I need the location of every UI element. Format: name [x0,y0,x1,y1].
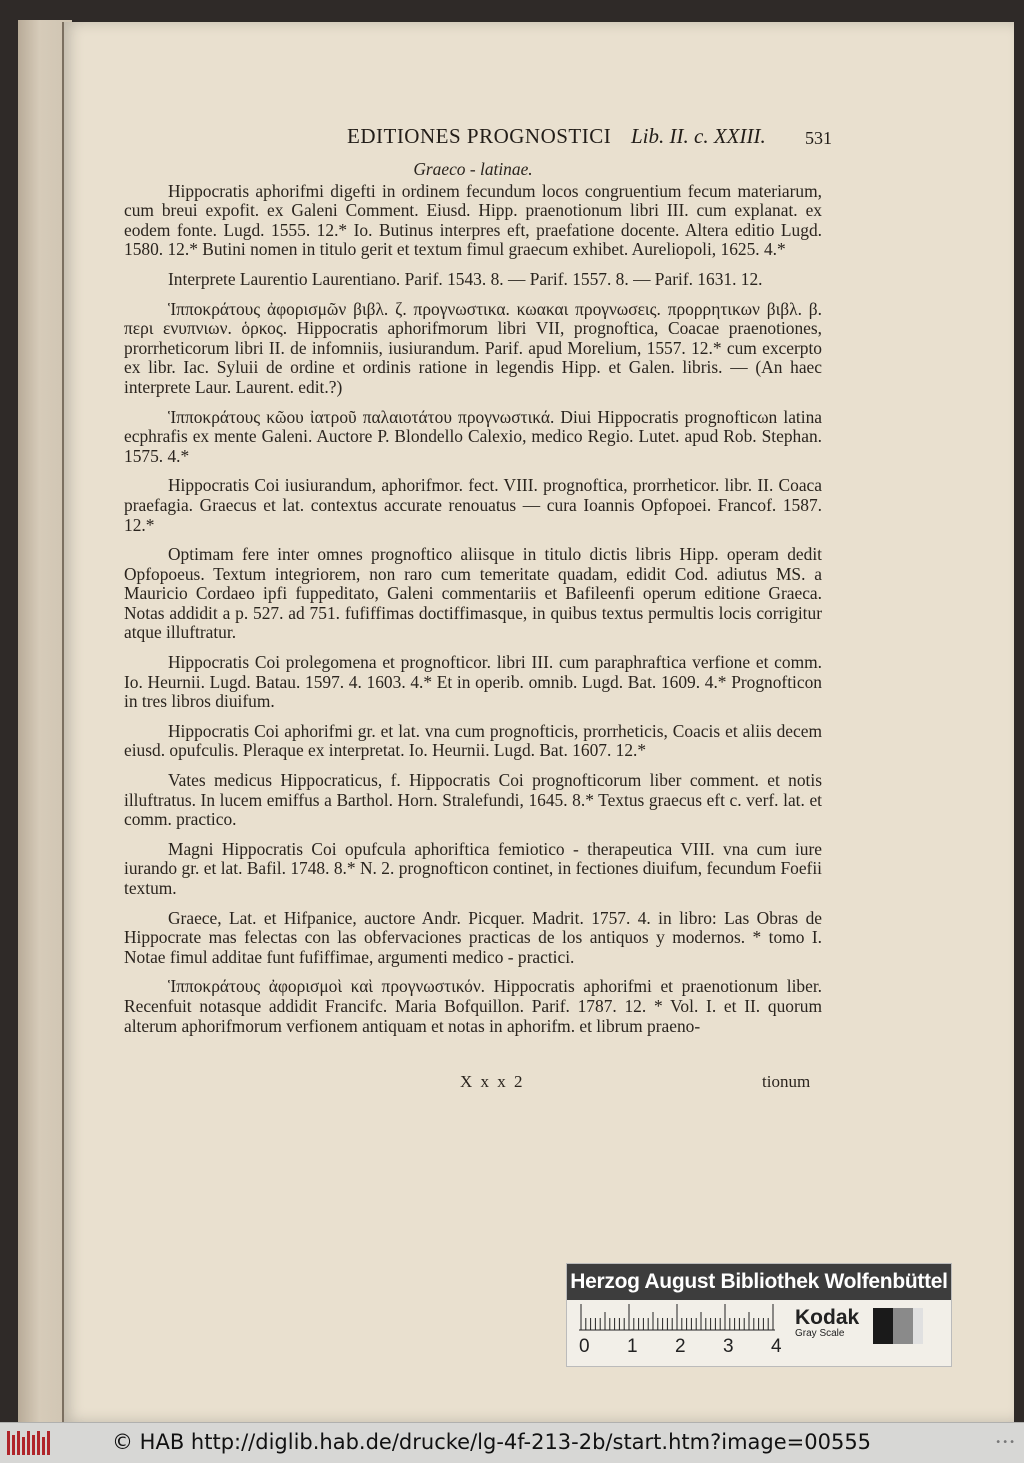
paragraph: Hippocratis Coi iusiurandum, aphorifmor. fect. VIII. prognoftica, prorrheticor. libr. II. Coaca praefagia. Graecus et lat. contextus accurate renouatus — cura Ioannis Opfopoei. Francof. 1587. 12.* [124,475,822,535]
paragraph: Optimam fere inter omnes prognoftico aliisque in titulo dictis libris Hipp. operam dedit Opfopoeus. Textum integriorem, non raro cum temeritate quadam, edidit Cod. adiutus MS. a Mauricio Cordaeo ipfi fuppeditato, Galeni commentariis et Bafileenfi operum editione Graeca. Notas addidit a p. 527. ad 751. fufiffimas doctiffimasque, in quibus textus permultis locis corrigitur atque illuftratur. [124,544,822,643]
body-text [124,160,822,1044]
measure-ruler [577,1302,777,1332]
hab-logo-icon [6,1429,52,1457]
page-fold-line [62,22,64,1422]
gray-swatch-light [913,1308,923,1344]
paragraph: Ἱπποκράτους ἀφορισμοὶ καὶ προγνωστικόν. Hippocratis aphorifmi et praenotionum liber. Recenfuit notasque addidit Francifc. Maria Bofquillon. Parif. 1787. 12. * Vol. I. et II. quorum alterum aphorifmorum verfionem antiquam et notas in aphorifm. et librum praeno- [124,976,822,1036]
ruler-numbers [579,1336,782,1360]
paragraph: Graece, Lat. et Hifpanice, auctore Andr. Picquer. Madrit. 1757. 4. in libro: Las Obras de Hippocrate mas felectas con las obfervaciones practicas de los antiquos y modernos. * tomo I. Notae fimul additae funt fufiffimae, argumenti medico - practici. [124,907,822,967]
footer-mark: ••• [995,1437,1016,1448]
paragraph: Hippocratis Coi prolegomena et prognofticor. libri III. cum paraphraftica verfione et comm. Io. Heurnii. Lugd. Batau. 1597. 4. 1603. 4.* Et in operib. omnib. Lugd. Bat. 1609. 4.* Prognofticon in tres libros diuifum. [124,652,822,712]
kodak-brand: Kodak [795,1306,860,1329]
footer-bar [0,1422,1024,1463]
running-header [347,124,832,154]
book-reference: Lib. II. c. XXIII. [631,124,766,148]
section-heading: Graeco - latinae. [413,159,533,179]
ruler-number: 2 [675,1336,686,1357]
paragraph: Hippocratis Coi aphorifmi gr. et lat. vna cum prognofticis, prorrheticis, Coacis et aliis decem eiusd. opufculis. Pleraque ex interpretat. Io. Heurnii. Lugd. Bat. 1607. 12.* [124,720,822,761]
source-link[interactable]: © HAB http://diglib.hab.de/drucke/lg-4f-213-2b/start.htm?image=00555 [112,1430,872,1454]
page-number: 531 [805,128,832,148]
signature-mark: X x x 2 [460,1072,525,1091]
paragraph: Vates medicus Hippocraticus, f. Hippocratis Coi prognofticorum liber comment. et notis illuftratus. In lucem emiffus a Barthol. Horn. Stralefundi, 1645. 8.* Textus graecus eft c. verf. lat. et comm. practico. [124,770,822,830]
gray-scale-label: Gray Scale [795,1328,845,1339]
color-scale-card [566,1263,952,1367]
paragraph: Hippocratis aphorifmi digefti in ordinem fecundum locos congruentium fecum materiarum, cum breui expofit. ex Galeni Comment. Eiusd. Hipp. praenotionum libri III. cum explanat. ex eodem fonte. Lugd. 1555. 12.* Io. Butinus interpres eft, praefatione docente. Altera editio Lugd. 1580. 12.* Butini nomen in titulo gerit et textum fimul graecum exhibet. Aureliopoli, 1625. 4.* [124,180,822,260]
paragraph: Ἱπποκράτους κῶου ἰατροῦ παλαιοτάτου προγνωστικά. Diui Hippocratis prognofticωn latina ecphrafis ex mente Galeni. Auctore P. Blondello Calexio, medico Regio. Lutet. apud Rob. Stephan. 1575. 4.* [124,406,822,466]
ruler-number: 1 [627,1336,638,1357]
ruler-number: 0 [579,1336,590,1357]
gray-swatch-dark [873,1308,893,1344]
catchword: tionum [762,1072,811,1091]
ruler-number: 4 [771,1336,782,1357]
paragraph: Interprete Laurentio Laurentiano. Parif. 1543. 8. — Parif. 1557. 8. — Parif. 1631. 12. [168,268,763,289]
kodak-label [795,1306,865,1339]
library-name: Herzog August Bibliothek Wolfenbüttel [567,1264,951,1300]
paragraph: Ἱπποκράτους ἀφορισμῶν βιβλ. ζ. προγνωστικα. κωακαι προγνωσεις. προρρητικων βιβλ. β. περι ενυπνιων. ὁρκος. Hippocratis aphorifmorum libri VII, prognoftica, Coacae praenotiones, prorrheticorum libri II. de infomniis, iusiurandum. Parif. apud Morelium, 1557. 12.* cum excerpto ex libr. Iac. Syluii de ordine et ordinis ratione in legendis Hipp. et Galen. libris. — (An haec interprete Laur. Laurent. edit.?) [124,298,822,397]
gray-swatch-mid [893,1308,913,1344]
paragraph: Magni Hippocratis Coi opufcula aphoriftica femiotico - therapeutica VIII. vna cum iure iurando gr. et lat. Bafil. 1748. 8.* N. 2. prognofticon continet, in fectiones diuifum, fecundum Foefii textum. [124,838,822,898]
ruler-number: 3 [723,1336,734,1357]
running-title: EDITIONES PROGNOSTICI [347,124,612,148]
